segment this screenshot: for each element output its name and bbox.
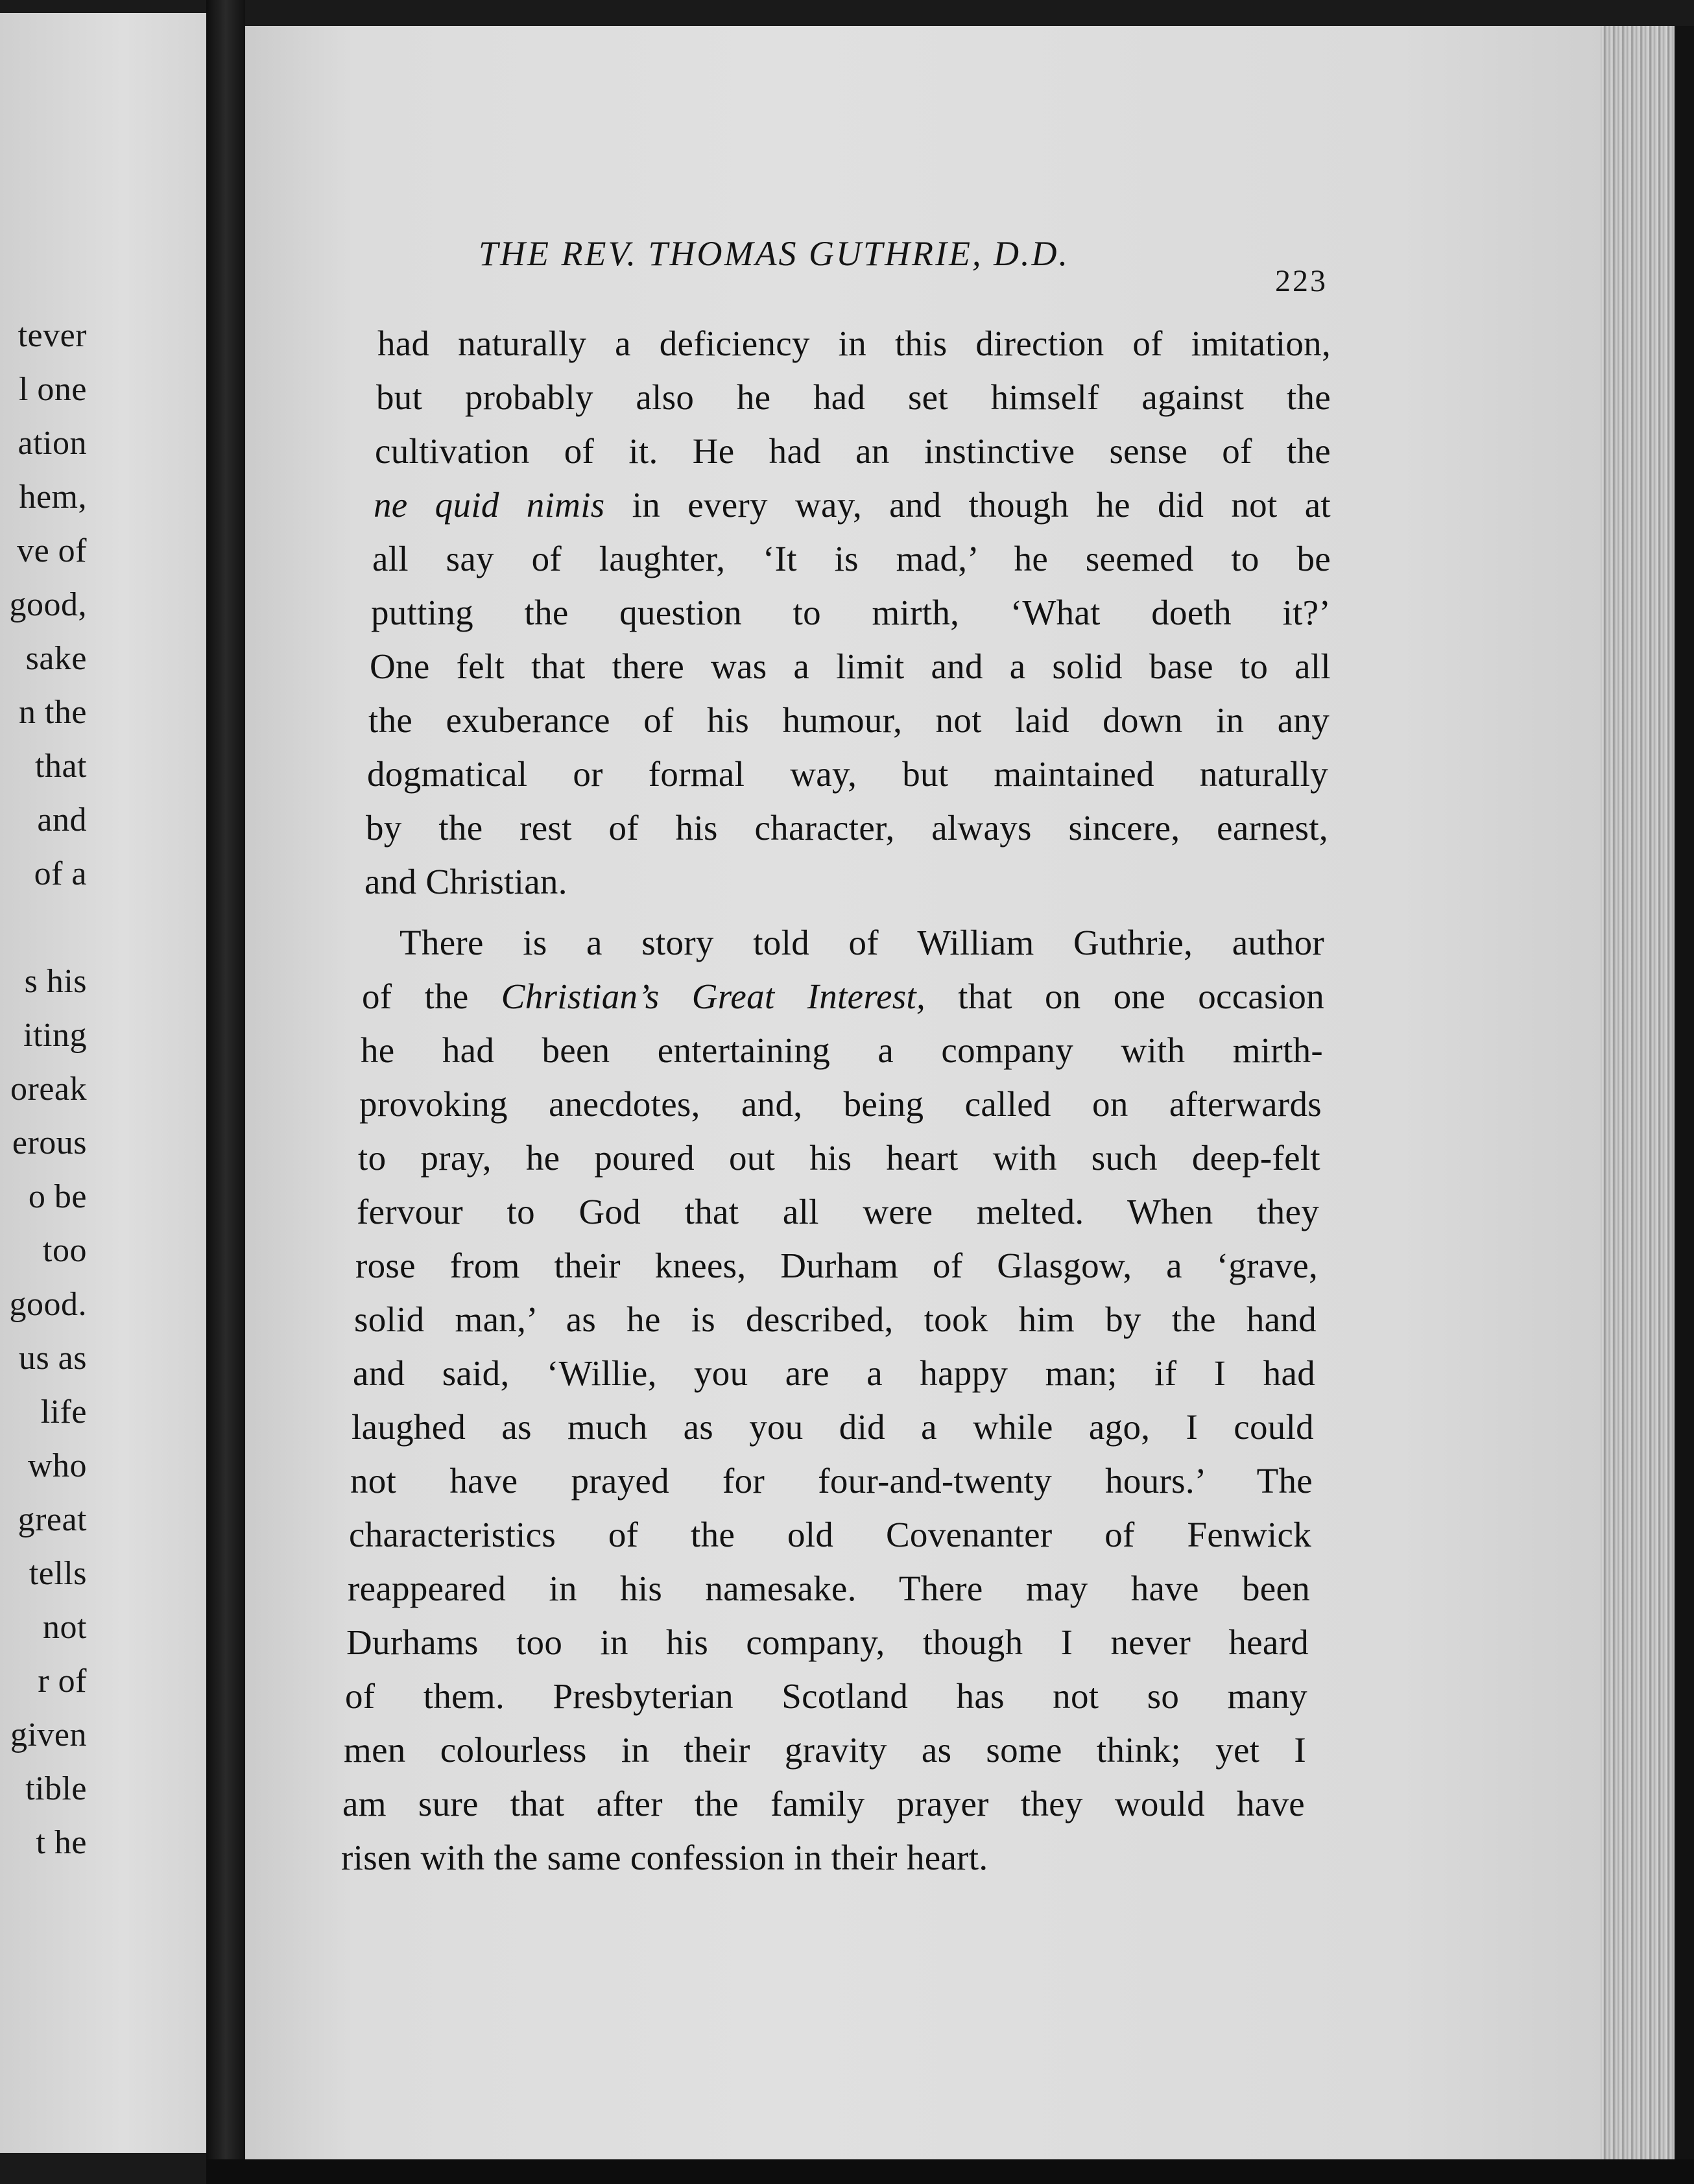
left-fragment-line: too xyxy=(43,1232,87,1269)
italic-title: Christian’s Great Interest, xyxy=(501,977,926,1016)
text-line: laughed as much as you did a while ago, I could xyxy=(352,1407,1314,1447)
text-line: characteristics of the old Covenanter of Fenwick xyxy=(349,1515,1311,1554)
book-gutter xyxy=(206,0,245,2184)
left-fragment-line: that xyxy=(35,748,87,785)
left-fragment-line: of a xyxy=(34,855,87,892)
text-line: all say of laughter, ‘It is mad,’ he seemed to be xyxy=(372,539,1331,578)
text-line: of them. Presbyterian Scotland has not so many xyxy=(345,1676,1307,1716)
left-fragment-line: erous xyxy=(12,1124,87,1161)
text-line: There is a story told of William Guthrie, author xyxy=(400,923,1324,962)
text-line: am sure that after the family prayer they would have xyxy=(342,1784,1305,1823)
left-fragment-line: n the xyxy=(18,694,87,731)
left-fragment-line: t he xyxy=(36,1824,87,1861)
text-fragment: in every way, and though he did not at xyxy=(604,485,1331,525)
text-line: had naturally a deficiency in this direction of imitation, xyxy=(377,324,1331,363)
text-line: not have prayed for four-and-twenty hours.’ The xyxy=(350,1461,1313,1501)
text-line: risen with the same confession in their heart. xyxy=(341,1838,988,1877)
left-fragment-line: s his xyxy=(24,963,87,1000)
text-line: reappeared in his namesake. There may have been xyxy=(348,1569,1310,1608)
left-fragment-line: life xyxy=(40,1394,87,1430)
text-line: dogmatical or formal way, but maintained naturally xyxy=(367,754,1328,794)
text-line: the exuberance of his humour, not laid down in any xyxy=(368,700,1330,740)
text-line: fervour to God that all were melted. When they xyxy=(357,1192,1319,1231)
left-fragment-line: tells xyxy=(29,1555,87,1592)
text-line: Durhams too in his company, though I never heard xyxy=(346,1622,1309,1662)
left-fragment-line: not xyxy=(43,1609,87,1646)
running-head: THE REV. THOMAS GUTHRIE, D.D. xyxy=(479,234,1069,273)
text-line: putting the question to mirth, ‘What doeth it?’ xyxy=(371,593,1331,632)
left-fragment-line: good, xyxy=(9,586,87,623)
left-fragment-line: ve of xyxy=(17,532,87,569)
left-fragment-line: tever xyxy=(18,317,87,354)
left-fragment-line: who xyxy=(27,1447,87,1484)
text-line: he had been entertaining a company with mirth- xyxy=(361,1030,1323,1070)
left-fragment-line: ation xyxy=(18,425,87,462)
left-fragment-line: great xyxy=(18,1501,87,1538)
left-fragment-line: oreak xyxy=(10,1071,87,1108)
text-line xyxy=(362,976,1324,1017)
left-fragment-line: good. xyxy=(9,1286,87,1323)
text-line: and said, ‘Willie, you are a happy man; if I had xyxy=(353,1353,1315,1393)
left-fragment-line: l one xyxy=(18,371,87,408)
text-line: and Christian. xyxy=(364,862,567,901)
text-line: solid man,’ as he is described, took him by the hand xyxy=(354,1300,1317,1339)
page-edges xyxy=(1601,26,1694,2166)
left-fragment-line: sake xyxy=(25,640,87,677)
text-fragment: that on one occasion xyxy=(925,977,1325,1016)
italic-phrase: ne quid nimis xyxy=(374,485,605,525)
previous-page-fragment xyxy=(0,13,206,2153)
page-number: 223 xyxy=(1275,264,1328,298)
text-line: rose from their knees, Durham of Glasgow, a ‘grave, xyxy=(355,1246,1318,1285)
text-fragment: of the xyxy=(362,977,501,1016)
text-line xyxy=(374,484,1331,525)
text-line: One felt that there was a limit and a solid base to all xyxy=(370,647,1331,686)
text-line: cultivation of it. He had an instinctive sense of the xyxy=(375,431,1331,471)
left-fragment-line: r of xyxy=(38,1663,87,1700)
text-line: provoking anecdotes, and, being called on afterwards xyxy=(359,1084,1322,1124)
left-fragment-line: o be xyxy=(28,1178,87,1215)
left-fragment-line: tible xyxy=(25,1770,87,1807)
text-line: but probably also he had set himself against the xyxy=(376,377,1331,417)
bottom-shadow xyxy=(206,2159,1694,2184)
text-line: by the rest of his character, always sincere, earnest, xyxy=(366,808,1328,848)
left-fragment-line: given xyxy=(10,1716,87,1753)
text-line: to pray, he poured out his heart with such deep-felt xyxy=(358,1138,1320,1178)
left-fragment-line: iting xyxy=(23,1017,87,1054)
left-fragment-line: and xyxy=(37,801,87,838)
text-line: men colourless in their gravity as some think; yet I xyxy=(344,1730,1306,1770)
left-fragment-line: us as xyxy=(18,1340,87,1377)
left-fragment-line: hem, xyxy=(19,479,87,516)
